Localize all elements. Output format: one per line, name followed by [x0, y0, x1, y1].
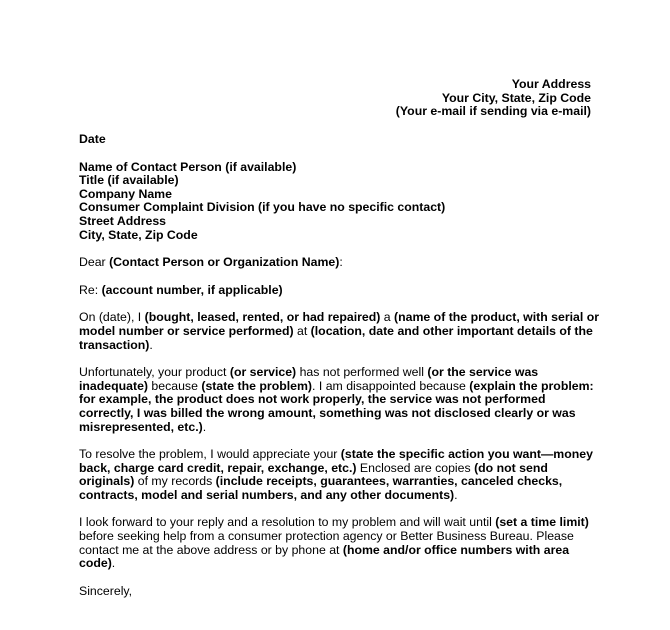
sender-email: (Your e-mail if sending via e-mail) [395, 104, 591, 119]
sender-block [396, 78, 591, 119]
recipient-company: Company Name [79, 186, 172, 201]
closing: Sincerely, [79, 583, 133, 598]
sender-city-state-zip: Your City, State, Zip Code [441, 90, 591, 105]
reference-line: Re: (account number, if applicable) [79, 282, 283, 297]
recipient-street: Street Address [79, 213, 167, 228]
salutation: Dear (Contact Person or Organization Name): [79, 255, 343, 270]
recipient-city-state-zip: City, State, Zip Code [79, 227, 198, 242]
paragraph-problem: Unfortunately, your product (or service) has not performed well (or the service was inadequate) because (state the problem). I am disappointed because (explain the problem: for example, the product does not work properly, the service was not performed correctly, I was billed the wrong amount, something was not disclosed clearly or was misrepresented, etc.). [79, 365, 594, 434]
recipient-title: Title (if available) [79, 173, 179, 188]
paragraph-purchase: On (date), I (bought, leased, rented, or had repaired) a (name of the product, with serial or model number or service performed) at (location, date and other important details of the transaction). [79, 310, 600, 352]
paragraph-followup: I look forward to your reply and a resolution to my problem and will wait until (set a time limit) before seeking help from a consumer protection agency or Better Business Bureau. Please contact me at the above address or by phone at (home and/or office numbers with area code). [79, 515, 589, 571]
letter-date: Date [79, 132, 106, 146]
letter-body [79, 133, 599, 598]
sender-address: Your Address [511, 77, 591, 91]
paragraph-resolution: To resolve the problem, I would appreciate your (state the specific action you want—money back, charge card credit, repair, exchange, etc.) Enclosed are copies (do not send originals) of my records (include receipts, guarantees, warranties, canceled checks, contracts, model and serial numbers, and any other documents). [79, 447, 593, 502]
recipient-contact-person: Name of Contact Person (if available) [79, 159, 297, 174]
recipient-block [79, 161, 599, 243]
recipient-division: Consumer Complaint Division (if you have no specific contact) [79, 200, 446, 215]
